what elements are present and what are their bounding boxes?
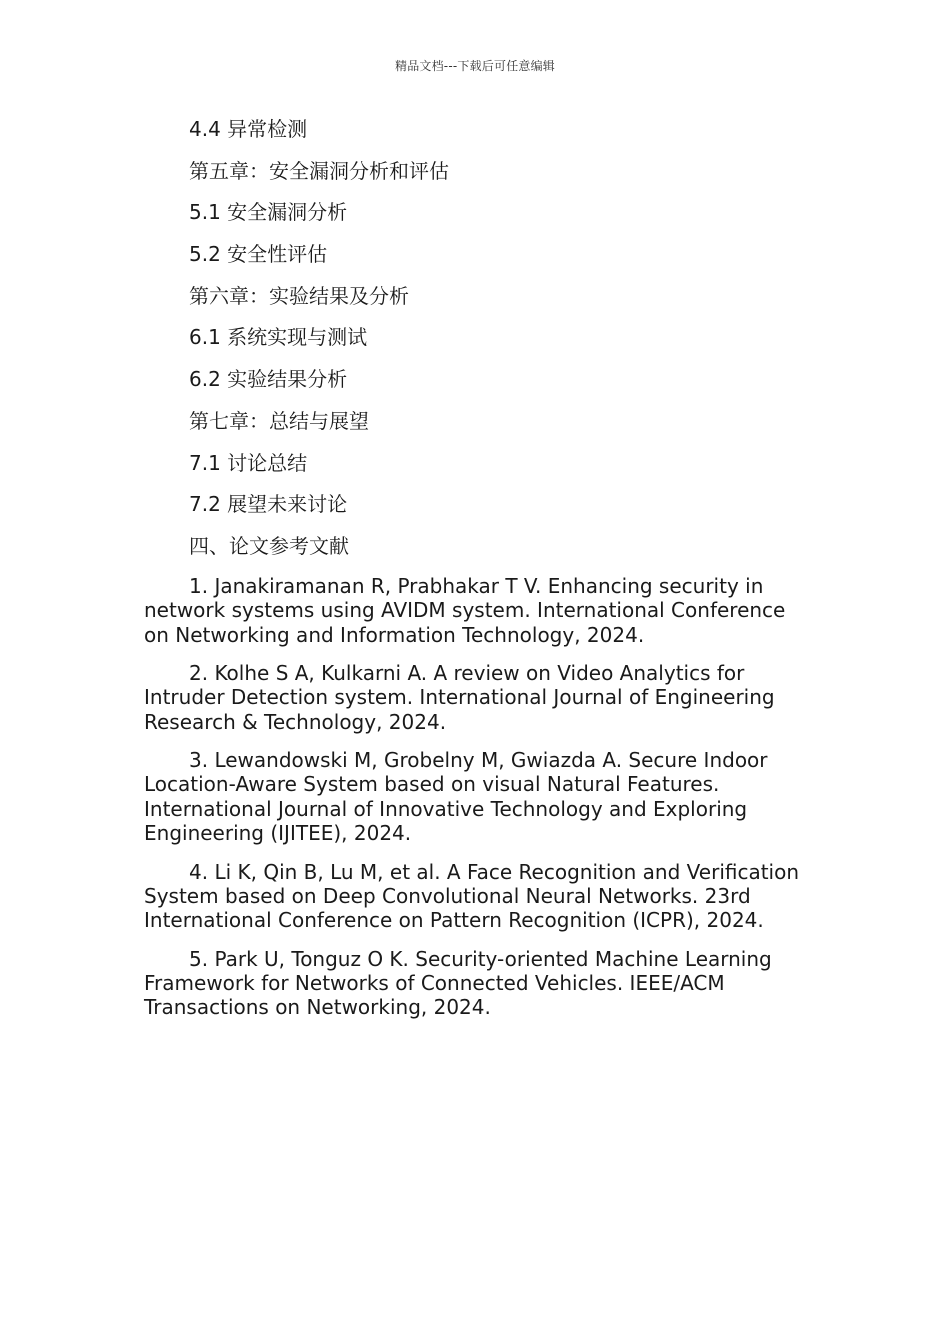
toc-item-chapter-7: 第七章：总结与展望 bbox=[189, 408, 369, 433]
reference-item-5: 5. Park U, Tonguz O K. Security-oriented Machine Learning Framework for Networks of Connected Vehicles. IEEE/ACM Transactions on Networking, 2024. bbox=[144, 946, 772, 1020]
reference-item-4: 4. Li K, Qin B, Lu M, et al. A Face Recognition and Verification System based on Deep Convolutional Neural Networks. 23rd International Conference on Pattern Recognition (ICPR), 2024. bbox=[144, 859, 800, 933]
toc-item-5-2: 5.2 安全性评估 bbox=[189, 242, 328, 267]
toc-item-7-2: 7.2 展望未来讨论 bbox=[189, 492, 348, 517]
toc-item-6-1: 6.1 系统实现与测试 bbox=[189, 325, 368, 350]
toc-item-7-1: 7.1 讨论总结 bbox=[189, 450, 308, 475]
reference-item-1: 1. Janakiramanan R, Prabhakar T V. Enhancing security in network systems using AVIDM system. International Conference on Networking and Information Technology, 2024. bbox=[144, 574, 786, 647]
toc-item-5-1: 5.1 安全漏洞分析 bbox=[189, 200, 348, 225]
page-header: 精品文档---下载后可任意编辑 bbox=[395, 59, 555, 73]
toc-item-chapter-6: 第六章：实验结果及分析 bbox=[189, 283, 409, 308]
toc-item-6-2: 6.2 实验结果分析 bbox=[189, 367, 348, 392]
reference-list bbox=[144, 574, 814, 1034]
reference-item-2: 2. Kolhe S A, Kulkarni A. A review on Video Analytics for Intruder Detection system. International Journal of Engineering Research & Technology, 2024. bbox=[144, 661, 775, 734]
toc-item-chapter-5: 第五章：安全漏洞分析和评估 bbox=[189, 158, 449, 183]
table-of-contents bbox=[189, 114, 809, 573]
reference-item-3: 3. Lewandowski M, Grobelny M, Gwiazda A. Secure Indoor Location-Aware System based on visual Natural Features. International Journal of Innovative Technology and Exploring Engineering (IJITEE), 2024. bbox=[144, 748, 768, 846]
toc-item-4-4: 4.4 异常检测 bbox=[189, 117, 308, 141]
toc-item-references-heading: 四、论文参考文献 bbox=[189, 533, 349, 558]
